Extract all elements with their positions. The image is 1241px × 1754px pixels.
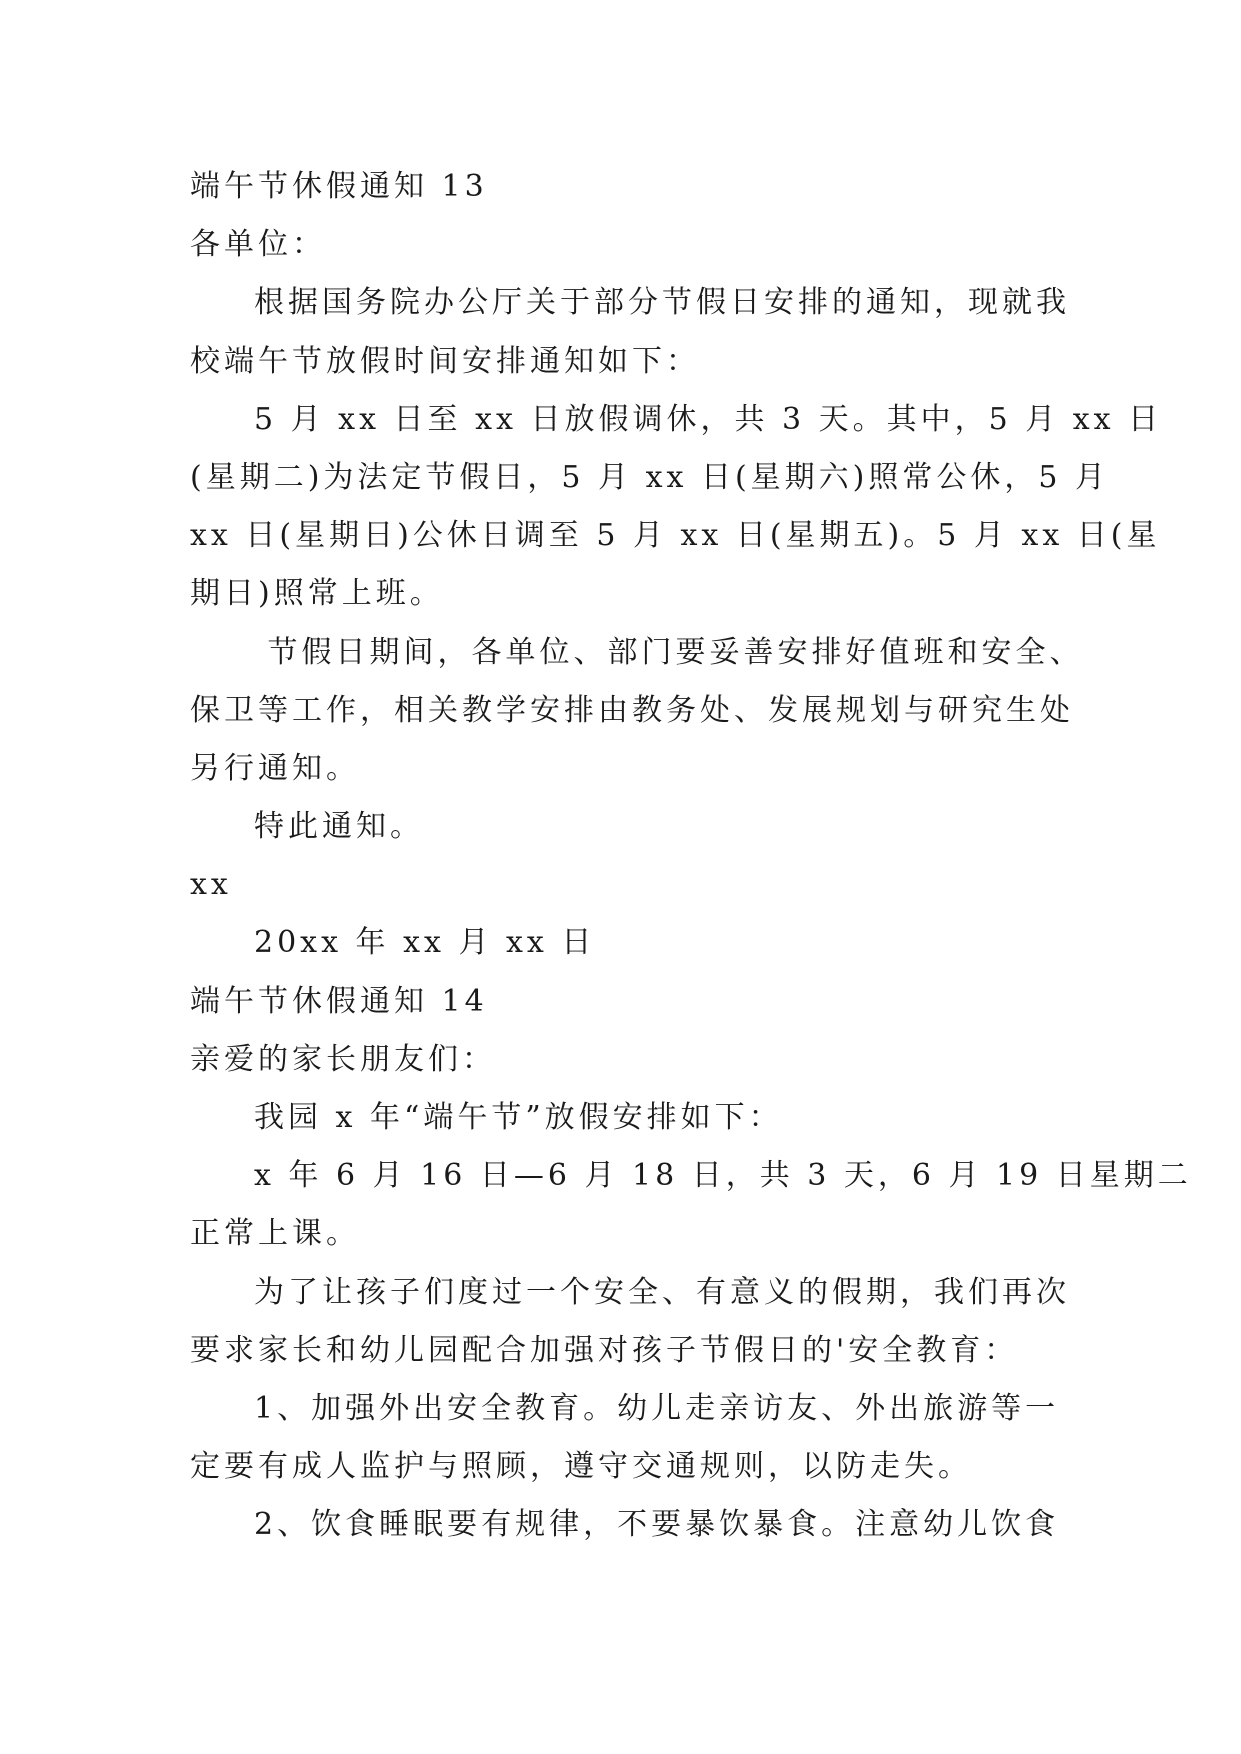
paragraph-line: 根据国务院办公厅关于部分节假日安排的通知，现就我 (254, 285, 1070, 321)
document-body (190, 158, 1192, 1555)
list-item-line: 1、加强外出安全教育。幼儿走亲访友、外出旅游等一 (254, 1390, 1060, 1426)
paragraph-line: 正常上课。 (190, 1216, 360, 1252)
paragraph-line: 另行通知。 (190, 750, 360, 786)
paragraph-line: 要求家长和幼儿园配合加强对孩子节假日的'安全教育： (190, 1332, 1019, 1368)
salutation: 亲爱的家长朋友们： (190, 1041, 496, 1077)
paragraph-line: 保卫等工作，相关教学安排由教务处、发展规划与研究生处 (190, 692, 1074, 728)
paragraph-line: (星期二)为法定节假日，5 月 xx 日(星期六)照常公休，5 月 (190, 459, 1109, 495)
list-item-line: 定要有成人监护与照顾，遵守交通规则，以防走失。 (190, 1449, 972, 1485)
paragraph-line: 5 月 xx 日至 xx 日放假调休，共 3 天。其中，5 月 xx 日 (254, 401, 1163, 437)
paragraph-line: 我园 x 年“端午节”放假安排如下： (254, 1100, 783, 1135)
paragraph-line: 校端午节放假时间安排通知如下： (190, 343, 700, 379)
paragraph-line: xx 日(星期日)公休日调至 5 月 xx 日(星期五)。5 月 xx 日(星 (190, 518, 1161, 554)
signature: xx (190, 867, 232, 903)
notice-title-13: 端午节休假通知 13 (190, 169, 488, 204)
paragraph-line: 为了让孩子们度过一个安全、有意义的假期，我们再次 (254, 1274, 1070, 1310)
closing-line: 特此通知。 (254, 809, 424, 845)
list-item-line: 2、饮食睡眠要有规律，不要暴饮暴食。注意幼儿饮食 (254, 1507, 1060, 1543)
notice-title-14: 端午节休假通知 14 (190, 983, 488, 1019)
paragraph-line: 节假日期间，各单位、部门要妥善安排好值班和安全、 (254, 634, 1084, 670)
paragraph-line: 期日)照常上班。 (190, 576, 444, 612)
salutation: 各单位： (190, 227, 326, 263)
paragraph-line: x 年 6 月 16 日—6 月 18 日，共 3 天，6 月 19 日星期二 (254, 1158, 1192, 1194)
date-line: 20xx 年 xx 月 xx 日 (254, 925, 596, 961)
